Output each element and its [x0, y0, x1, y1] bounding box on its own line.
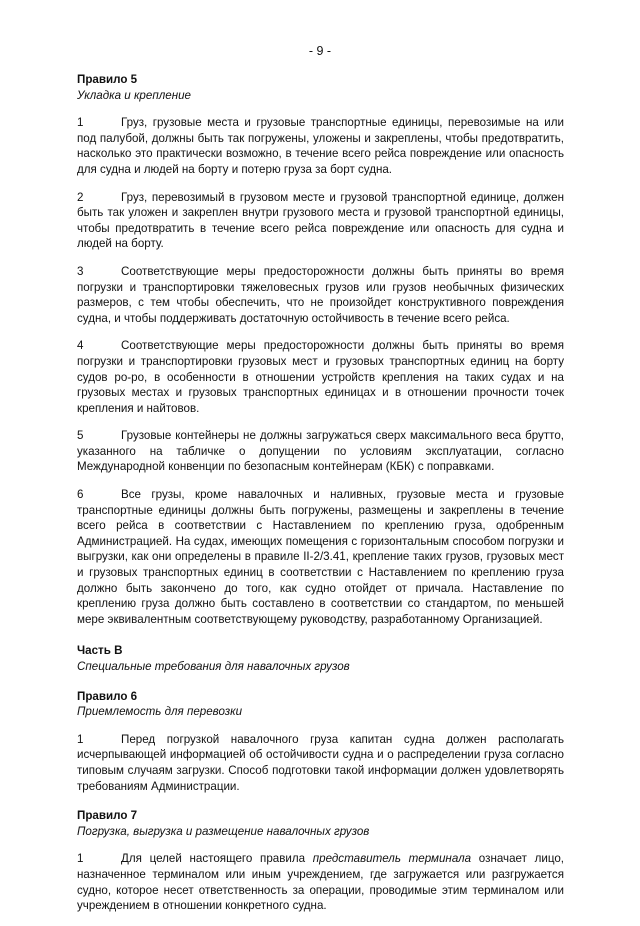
paragraph-text: Все грузы, кроме навалочных и наливных, грузовые места и грузовые транспортные единицы должны быть погружены, размещены и закреплены в течение всего рейса в соответствии с Наставлением по креплению груза, одобренным Администрацией. На судах, имеющих помещения с горизонтальным способом погрузки и выгрузки, как они определены в правиле II-2/3.41, крепление таких грузов, грузовых мест и грузовых транспортных единиц в соответствии с Наставлением по креплению груза должно быть закончено до того, как судно отойдет от причала. Наставление по креплению груза должно быть составлено в соответствии со стандартом, по меньшей мере эквивалентным соответствующему руководству, разработанному Организацией. [77, 488, 564, 626]
paragraph-text: Соответствующие меры предосторожности должны быть приняты во время погрузки и транспортировки тяжеловесных грузов или грузов необычных физических размеров, с тем чтобы обеспечить, что не произойдет конструктивного повреждения судна, и чтобы поддерживать достаточную остойчивость в течение всего рейса. [77, 264, 564, 325]
paragraph-number: 5 [77, 429, 84, 443]
rule-5-section [77, 72, 564, 627]
rule-title: Правило 6 [77, 689, 138, 703]
rule-6-section [77, 689, 564, 795]
paragraph [77, 264, 564, 326]
rule-subtitle: Погрузка, выгрузка и размещение навалочных грузов [77, 824, 370, 838]
paragraph-text-before: Для целей настоящего правила [121, 852, 313, 866]
paragraph-number: 3 [77, 264, 84, 278]
paragraph [77, 190, 564, 252]
paragraph-text: Груз, перевозимый в грузовом месте и грузовой транспортной единице, должен быть так уложен и закреплен внутри грузового места и грузовой транспортной единицы, чтобы предотвратить в течение всего рейса повреждение или опасность для судна и людей на борту. [77, 190, 564, 251]
paragraph-number: 6 [77, 488, 84, 502]
paragraph [77, 428, 564, 475]
part-b-heading [77, 643, 564, 674]
paragraph-number: 1 [77, 852, 84, 866]
paragraph-text: Перед погрузкой навалочного груза капитан судна должен располагать исчерпывающей информацией об остойчивости судна и о распределении груза согласно типовым случаям загрузки. Способ подготовки такой информации должен удовлетворять требованиям Администрации. [77, 732, 564, 793]
rule-title: Правило 7 [77, 809, 138, 823]
rule-7-section [77, 808, 564, 914]
defined-term: представитель терминала [312, 852, 472, 866]
paragraph-text: Грузовые контейнеры не должны загружаться сверх максимального веса брутто, указанного на табличке о допущении по условиям эксплуатации, согласно Международной конвенции по безопасным контейнерам (КБК) с поправками. [77, 429, 564, 474]
paragraph [77, 732, 564, 794]
page-number: - 9 - [308, 44, 332, 58]
paragraph-number: 1 [77, 732, 84, 746]
rule-title: Правило 5 [77, 73, 138, 86]
page-content [77, 72, 564, 926]
rule-subtitle: Укладка и крепление [77, 88, 191, 102]
paragraph [77, 851, 564, 913]
paragraph [77, 115, 564, 177]
paragraph [77, 338, 564, 416]
paragraph [77, 487, 564, 627]
part-subtitle: Специальные требования для навалочных грузов [77, 660, 350, 673]
paragraph-text: Соответствующие меры предосторожности должны быть приняты во время погрузки и транспортировки грузовых мест и грузовых транспортных единиц на борту судов ро-ро, в особенности в отношении устройств крепления на таких судах и на грузовых местах и грузовых транспортных единицах и в отношении прочности точек крепления и найтовов. [77, 339, 564, 415]
paragraph-text-after: означает лицо, назначенное терминалом или иным учреждением, где загружается или разгружается судно, которое несет ответственность за операции, проводимые этим терминалом или учреждением в отношении конкретного судна. [77, 852, 565, 913]
paragraph-number: 2 [77, 190, 84, 204]
paragraph-number: 4 [77, 339, 84, 353]
part-title: Часть B [77, 644, 123, 658]
paragraph-number: 1 [77, 116, 84, 130]
rule-subtitle: Приемлемость для перевозки [77, 705, 243, 719]
paragraph-text: Груз, грузовые места и грузовые транспортные единицы, перевозимые на или под палубой, должны быть так погружены, уложены и закреплены, чтобы предотвратить, насколько это практически возможно, в течение всего рейса повреждение или опасность для судна и людей на борту и потерю груза за борт судна. [77, 116, 564, 176]
